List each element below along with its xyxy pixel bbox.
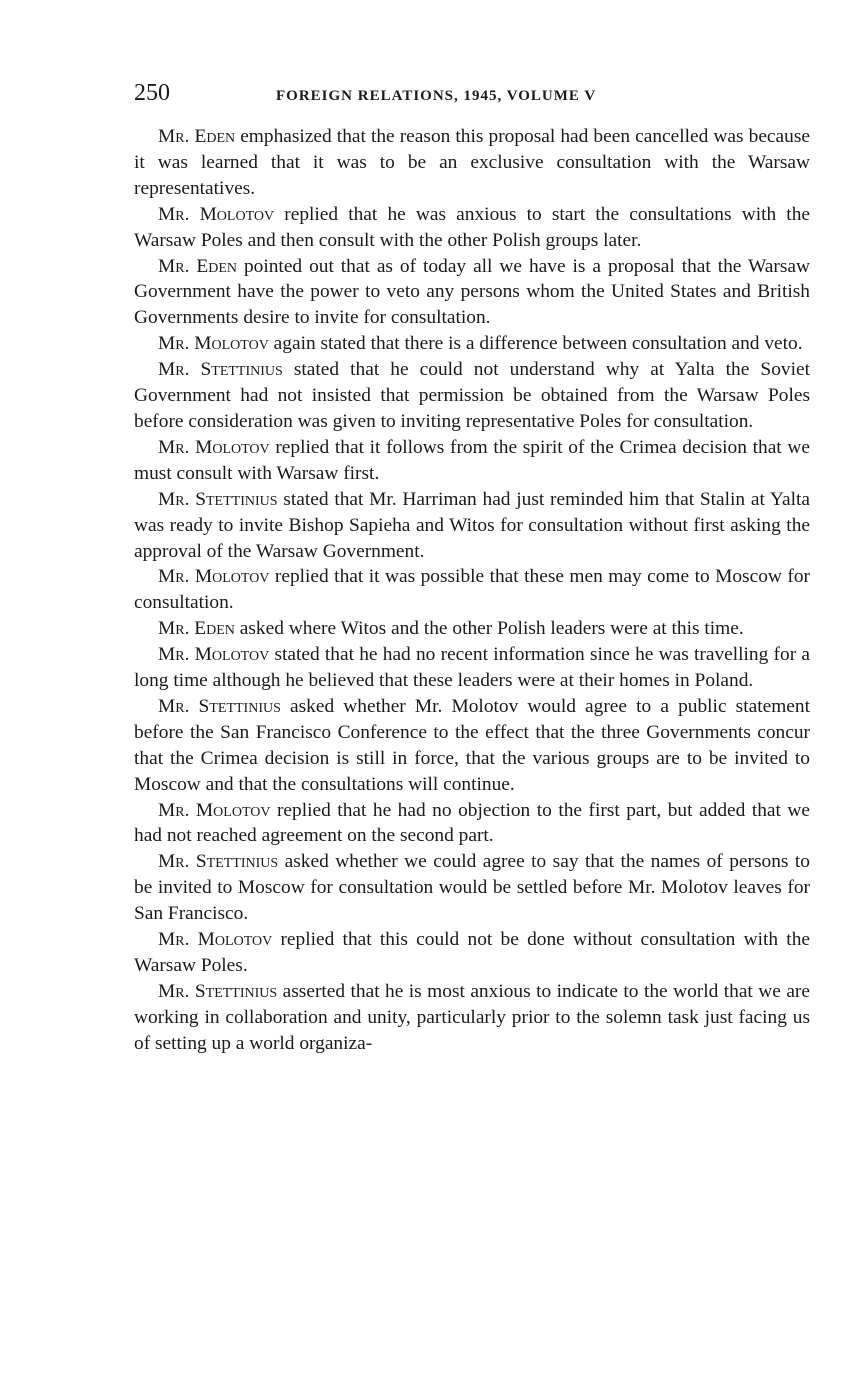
- paragraph: [134, 254, 810, 332]
- body-text: [134, 124, 810, 1057]
- document-page: [134, 80, 810, 1057]
- paragraph-text: replied that it was possible that these men may come to Moscow for consultation.: [134, 566, 810, 614]
- paragraph-text: asserted that he is most anxious to indicate to the world that we are working in collaboration and unity, particularly prior to the solemn task just facing us of setting up a world organiza-: [134, 980, 810, 1054]
- speaker-name: Mr. Stettinius: [158, 980, 278, 1002]
- paragraph: [134, 642, 810, 694]
- paragraph-text: again stated that there is a difference between consultation and veto.: [268, 333, 803, 355]
- paragraph: [134, 202, 810, 254]
- paragraph-text: asked whether Mr. Molotov would agree to a public statement before the San Francisco Conference to the effect that the three Governments concur that the Crimea decision is still in force, that the various groups are to be invited to Moscow and that the consultations will continue.: [134, 695, 810, 795]
- paragraph-text: replied that he had no objection to the first part, but added that we had not reached agreement on the second part.: [134, 799, 811, 847]
- speaker-name: Mr. Eden: [158, 618, 235, 640]
- paragraph-text: stated that he could not understand why at Yalta the Soviet Government had not insisted that permission be obtained from the Warsaw Poles before consideration was given to inviting representative Poles for consultation.: [134, 359, 810, 432]
- speaker-name: Mr. Molotov: [158, 333, 269, 355]
- paragraph: [134, 357, 810, 435]
- speaker-name: Mr. Eden: [158, 126, 236, 147]
- paragraph-text: emphasized that the reason this proposal had been cancelled was because it was learned that it was to be an exclusive consultation with the Warsaw representatives.: [134, 126, 810, 199]
- paragraph: [134, 331, 810, 357]
- paragraph-text: replied that it follows from the spirit of the Crimea decision that we must consult with Warsaw first.: [134, 436, 810, 484]
- speaker-name: Mr. Stettinius: [158, 359, 283, 381]
- paragraph: [134, 927, 810, 979]
- page-number: 250: [134, 80, 170, 106]
- speaker-name: Mr. Molotov: [158, 203, 275, 225]
- paragraph: [134, 798, 810, 850]
- speaker-name: Mr. Stettinius: [158, 851, 279, 873]
- speaker-name: Mr. Molotov: [158, 644, 270, 666]
- speaker-name: Mr. Molotov: [158, 436, 270, 458]
- paragraph: [134, 979, 810, 1057]
- paragraph: [134, 487, 810, 565]
- paragraph-text: stated that he had no recent information since he was travelling for a long time although he believed that these leaders were at their homes in Poland.: [134, 644, 810, 692]
- paragraph-text: asked whether we could agree to say that the names of persons to be invited to Moscow for consultation would be settled before Mr. Molotov leaves for San Francisco.: [134, 851, 810, 925]
- speaker-name: Mr. Eden: [158, 255, 237, 277]
- paragraph-text: replied that this could not be done without consultation with the Warsaw Poles.: [134, 929, 810, 976]
- speaker-name: Mr. Molotov: [158, 799, 271, 821]
- paragraph-text: stated that Mr. Harriman had just reminded him that Stalin at Yalta was ready to invite Bishop Sapieha and Witos for consultation without first asking the approval of the Warsaw Government.: [134, 488, 810, 562]
- running-head: FOREIGN RELATIONS, 1945, VOLUME V: [276, 88, 597, 104]
- paragraph-text: asked where Witos and the other Polish leaders were at this time.: [234, 618, 744, 640]
- page-header: [134, 80, 810, 120]
- speaker-name: Mr. Molotov: [158, 929, 273, 951]
- paragraph-text: pointed out that as of today all we have is a proposal that the Warsaw Government have the power to veto any persons whom the United States and British Governments desire to invite for consultation.: [134, 255, 810, 329]
- paragraph: [134, 564, 810, 616]
- paragraph: [134, 435, 810, 487]
- speaker-name: Mr. Stettinius: [158, 488, 278, 510]
- paragraph: [134, 616, 810, 642]
- speaker-name: Mr. Molotov: [158, 566, 270, 588]
- speaker-name: Mr. Stettinius: [158, 695, 281, 717]
- paragraph: [134, 694, 810, 798]
- paragraph: [134, 849, 810, 927]
- paragraph-text: replied that he was anxious to start the consultations with the Warsaw Poles and then consult with the other Polish groups later.: [134, 203, 810, 251]
- paragraph: [134, 124, 810, 202]
